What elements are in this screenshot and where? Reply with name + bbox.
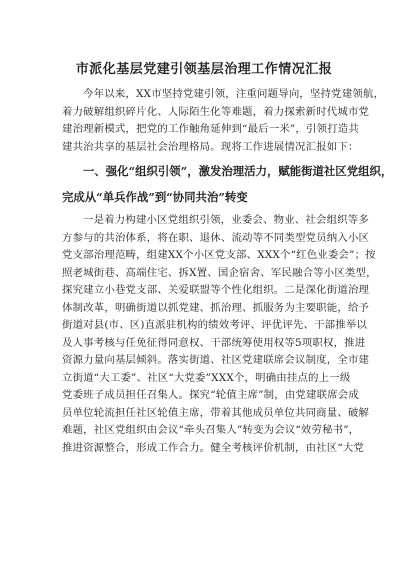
intro-line: 建治理新模式，把党的工作触角延伸到“最后一米”，引领打造共 xyxy=(62,123,359,135)
section-heading-line: 一、强化“组织引领”，激发治理活力，赋能街道社区党组织， xyxy=(83,164,393,178)
body-line: 资源力量向基层倾斜。落实街道、社区党建联席会议制度，全市建 xyxy=(62,354,370,366)
body-line: 党委班子成员担任召集人。探究“轮值主席”制，由党建联席会成 xyxy=(62,389,359,401)
intro-line: 今年以来，XX市坚持党建引领，注重问题导向，坚持党建领航， xyxy=(83,88,385,100)
body-line: 党支部治理范畴，组建XX个小区党支部、XXX个“红色业委会”；按 xyxy=(62,249,376,261)
body-line: 照老城街巷、高端住宅、拆X置、国企宿舍、军民融合等小区类型， xyxy=(62,266,377,279)
body-line: 街道对县(市、区)直派驻机构的绩效考评、评优评先、干部推举以 xyxy=(62,319,368,331)
body-line: 体制改革，明确街道以抓党建、抓治理、抓服务为主要职能，给予 xyxy=(62,301,370,314)
body-line: 及人事考核与任免征得同意权、干部统筹使用权等5项职权，推进 xyxy=(62,336,366,349)
body-line: 员单位轮流担任社区轮值主席，带着其他成员单位共同商量、破解 xyxy=(62,406,370,419)
body-line: 方参与的共治体系，将在职、退休、流动等不同类型党员纳入小区 xyxy=(62,231,370,244)
intro-line: 建共治共享的基层社会治理格局。现将工作进展情况汇报如下： xyxy=(62,140,359,153)
body-line: 立街道“大工委”、社区“大党委”XXX个，明确由挂点的上一级 xyxy=(62,371,351,384)
body-line: 一是着力构建小区党组织引领，业委会、物业、社会组织等多 xyxy=(83,214,369,226)
body-line: 推进资源整合，形成工作合力。健全考核评价机制，由社区“大党 xyxy=(62,441,365,454)
intro-line: 着力破解组织碎片化、人际陌生化等难题，着力探索新时代城市党 xyxy=(62,105,370,118)
section-heading-line: 完成从“单兵作战”到“协同共治”转变 xyxy=(62,190,248,204)
document-title: 市派化基层党建引领基层治理工作情况汇报 xyxy=(75,62,333,77)
body-line: 难题，社区党组织由会议“牵头召集人”转变为会议“效劳秘书”， xyxy=(62,424,360,436)
body-line: 探究建立小巷党支部、关爱联盟等个性化组织。二是深化街道治理 xyxy=(62,284,370,296)
